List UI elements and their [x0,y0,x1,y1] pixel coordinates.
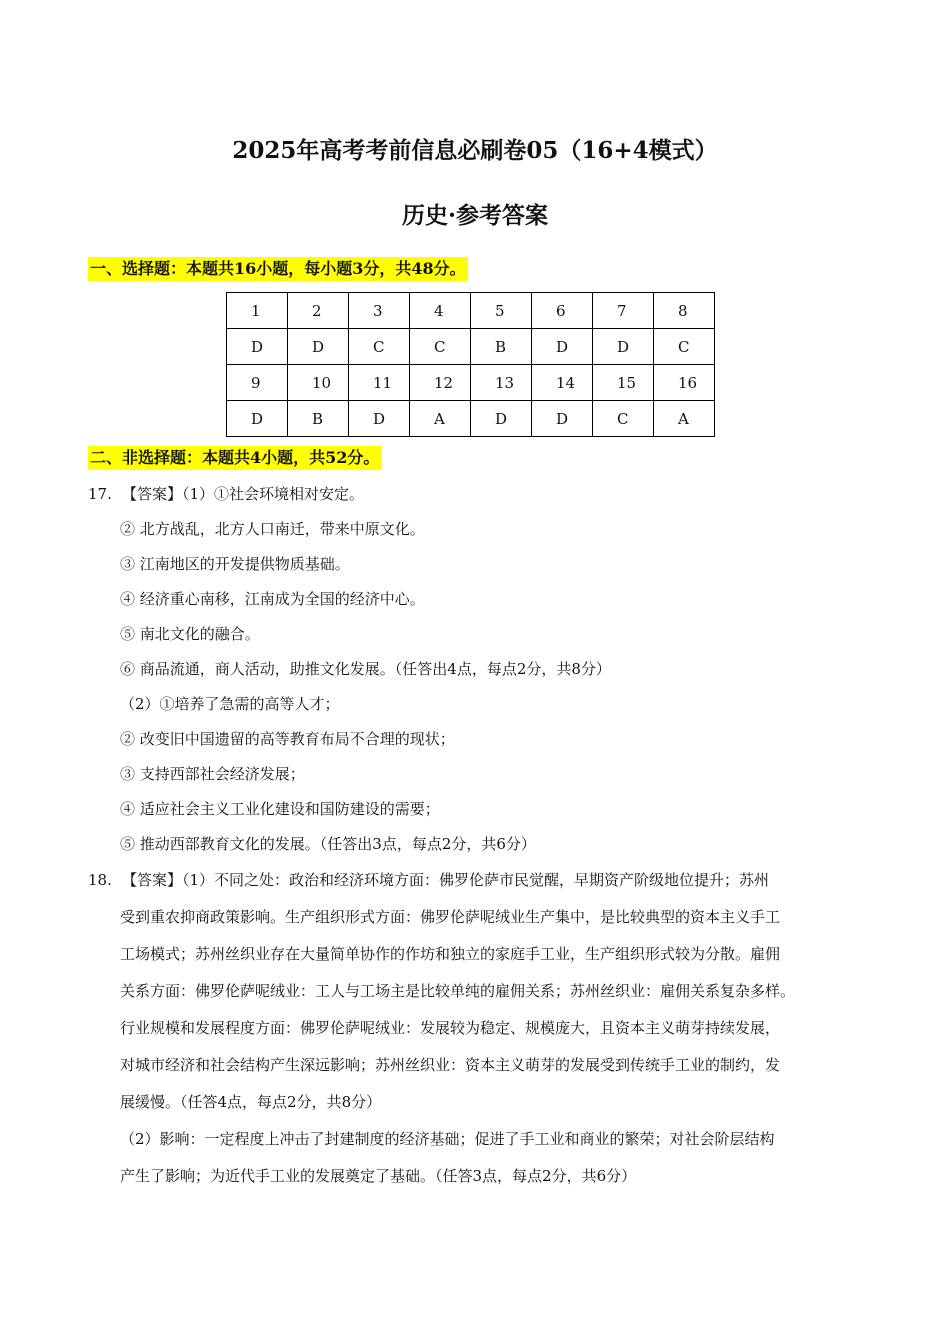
q17-line: ⑤ 南北文化的融合。 [120,625,260,643]
answer-cell: A [654,401,715,437]
answer-cell: D [227,329,288,365]
question-number-cell: 1 [227,293,288,329]
q18-number: 18. [88,871,112,889]
answer-row [227,401,715,437]
answer-cell: B [288,401,349,437]
q17-line: ② 北方战乱，北方人口南迁，带来中原文化。 [120,520,425,538]
section-heading-choice: 一、选择题：本题共16小题，每小题3分，共48分。 [88,257,468,281]
answer-cell: D [593,329,654,365]
question-number-cell: 6 [532,293,593,329]
answer-cell: A [410,401,471,437]
question-number-cell: 7 [593,293,654,329]
q17-text: 【答案】（1）①社会环境相对安定。 [122,485,365,503]
question-number-cell: 13 [471,365,532,401]
answer-cell: D [532,401,593,437]
question-number-cell: 3 [349,293,410,329]
q17-line: ④ 经济重心南移，江南成为全国的经济中心。 [120,590,425,608]
question-number-row [227,365,715,401]
question-number-cell: 4 [410,293,471,329]
q18-line: 产生了影响；为近代手工业的发展奠定了基础。（任答3点，每点2分，共6分） [120,1167,637,1185]
page-title: 2025年高考考前信息必刷卷05（16+4模式） [232,137,718,164]
answer-table [226,292,715,437]
question-number-cell: 11 [349,365,410,401]
q18-line: （2）影响：一定程度上冲击了封建制度的经济基础；促进了手工业和商业的繁荣；对社会阶层结构 [120,1130,775,1148]
question-number-cell: 5 [471,293,532,329]
q17-line: （2）①培养了急需的高等人才； [120,695,340,713]
answer-cell: C [349,329,410,365]
q18-line: 受到重农抑商政策影响。生产组织形式方面：佛罗伦萨呢绒业生产集中，是比较典型的资本主义手工 [120,908,781,926]
q17-line: ④ 适应社会主义工业化建设和国防建设的需要； [120,800,440,818]
answer-cell: D [532,329,593,365]
q18-line: 行业规模和发展程度方面：佛罗伦萨呢绒业：发展较为稳定、规模庞大，且资本主义萌芽持续发展， [120,1019,781,1037]
q17-line: ⑥ 商品流通，商人活动，助推文化发展。（任答出4点，每点2分，共8分） [120,660,611,678]
question-number-cell: 10 [288,365,349,401]
answer-cell: C [654,329,715,365]
answer-cell: D [471,401,532,437]
q17-line: ③ 江南地区的开发提供物质基础。 [120,555,350,573]
q18-line: 关系方面：佛罗伦萨呢绒业：工人与工场主是比较单纯的雇佣关系；苏州丝织业：雇佣关系复杂多样。 [120,982,796,1000]
answer-cell: B [471,329,532,365]
q18-line: 对城市经济和社会结构产生深远影响；苏州丝织业：资本主义萌芽的发展受到传统手工业的制约，发 [120,1056,781,1074]
answer-cell: D [227,401,288,437]
q17-line: ② 改变旧中国遗留的高等教育布局不合理的现状； [120,730,455,748]
question-number-cell: 16 [654,365,715,401]
q18-line: 展缓慢。（任答4点，每点2分，共8分） [120,1093,382,1111]
question-number-cell: 12 [410,365,471,401]
question-number-cell: 8 [654,293,715,329]
question-number-cell: 15 [593,365,654,401]
section-heading-nonchoice: 二、非选择题：本题共4小题，共52分。 [88,446,381,470]
answer-cell: C [410,329,471,365]
q17-line: ③ 支持西部社会经济发展； [120,765,305,783]
answer-cell: D [349,401,410,437]
q18-line: 工场模式；苏州丝织业存在大量简单协作的作坊和独立的家庭手工业，生产组织形式较为分散。雇佣 [120,945,781,963]
q17-number: 17. [88,485,112,503]
answer-cell: D [288,329,349,365]
page-subtitle: 历史·参考答案 [401,202,548,229]
answer-row [227,329,715,365]
q18-text: 【答案】（1）不同之处：政治和经济环境方面：佛罗伦萨市民觉醒，早期资产阶级地位提升；苏州 [122,871,770,889]
q17-line-0 [88,483,364,505]
question-number-row [227,293,715,329]
question-number-cell: 2 [288,293,349,329]
question-number-cell: 14 [532,365,593,401]
answer-cell: C [593,401,654,437]
question-number-cell: 9 [227,365,288,401]
q17-line: ⑤ 推动西部教育文化的发展。（任答出3点，每点2分，共6分） [120,835,536,853]
q18-line-0 [88,869,769,891]
